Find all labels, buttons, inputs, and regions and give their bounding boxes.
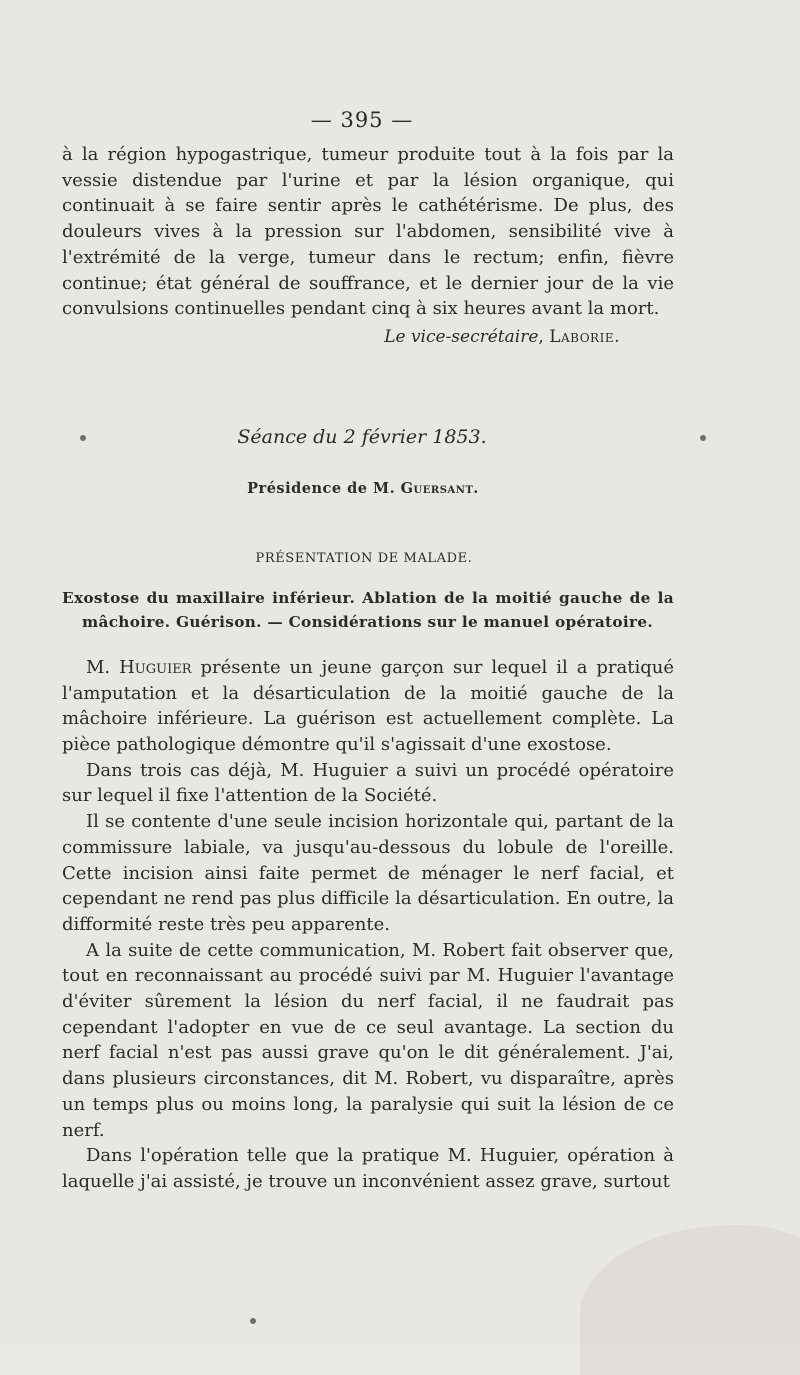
page-number: — 395 — <box>310 108 414 132</box>
section-heading: PRÉSENTATION DE MALADE. <box>255 550 473 566</box>
intro-paragraph: à la région hypogastrique, tumeur produite tout à la fois par la vessie distendue par l'urine et par la lésion organique, qui continuait à se faire sentir après le cathétérisme. De plus, des douleurs vives à la pression sur l'abdomen, sensibilité vive à l'extrémité de la verge, tumeur dans le rectum; enfin, fièvre continue; état général de souffrance, et le dernier jour de la vie convulsions continuelles pendant cinq à six heures avant la mort. <box>62 144 674 320</box>
paragraph-lead: M. Huguier <box>86 656 192 678</box>
signature-role: Le vice-secrétaire <box>384 326 539 347</box>
paragraph <box>62 655 674 758</box>
session-heading: Séance du 2 février 1853. <box>237 425 487 448</box>
paragraph: Dans trois cas déjà, M. Huguier a suivi un procédé opératoire sur lequel il fixe l'attention de la Société. <box>62 759 674 807</box>
paragraph: Dans l'opération telle que la pratique M. Huguier, opération à laquelle j'ai assisté, je trouve un inconvénient assez grave, surtout <box>62 1145 674 1192</box>
signature <box>62 324 674 350</box>
ink-speck <box>700 435 706 441</box>
paper-stain <box>580 1225 800 1375</box>
paragraph: Il se contente d'une seule incision horizontale qui, partant de la commissure labiale, va jusqu'au-dessous du lobule de l'oreille. Cette incision ainsi faite permet de ménager le nerf facial, et cependant ne rend pas plus difficile la désarticulation. En outre, la difformité reste très peu apparente. <box>62 811 674 935</box>
ink-speck <box>250 1318 256 1324</box>
article-title: Exostose du maxillaire inférieur. Ablation de la moitié gauche de la mâchoire. Guérison. — Considérations sur le manuel opératoire. <box>62 588 674 632</box>
signature-separator: , <box>538 326 550 347</box>
signature-name: Laborie. <box>549 326 620 347</box>
president-name: Guersant. <box>400 479 479 497</box>
paragraph: A la suite de cette communication, M. Robert fait observer que, tout en reconnaissant au procédé suivi par M. Huguier l'avantage d'éviter sûrement la lésion du nerf facial, il ne faudrait pas cependant l'adopter en vue de ce seul avantage. La section du nerf facial n'est pas aussi grave qu'on le dit généralement. J'ai, dans plusieurs circonstances, dit M. Robert, vu disparaître, après un temps plus ou moins long, la paralysie qui suit la lésion de ce nerf. <box>62 939 674 1141</box>
paragraph-text: présente un jeune garçon sur lequel il a pratiqué l'amputation et la désarticulation de la moitié gauche de la mâchoire inférieure. La guérison est actuellement complète. La pièce pathologique démontre qu'il s'agissait d'une exostose. <box>62 656 675 756</box>
text-column <box>62 108 674 1195</box>
article-body <box>62 655 674 1195</box>
presidency-prefix: Présidence de M. <box>247 479 401 497</box>
presidency-line <box>52 480 674 497</box>
